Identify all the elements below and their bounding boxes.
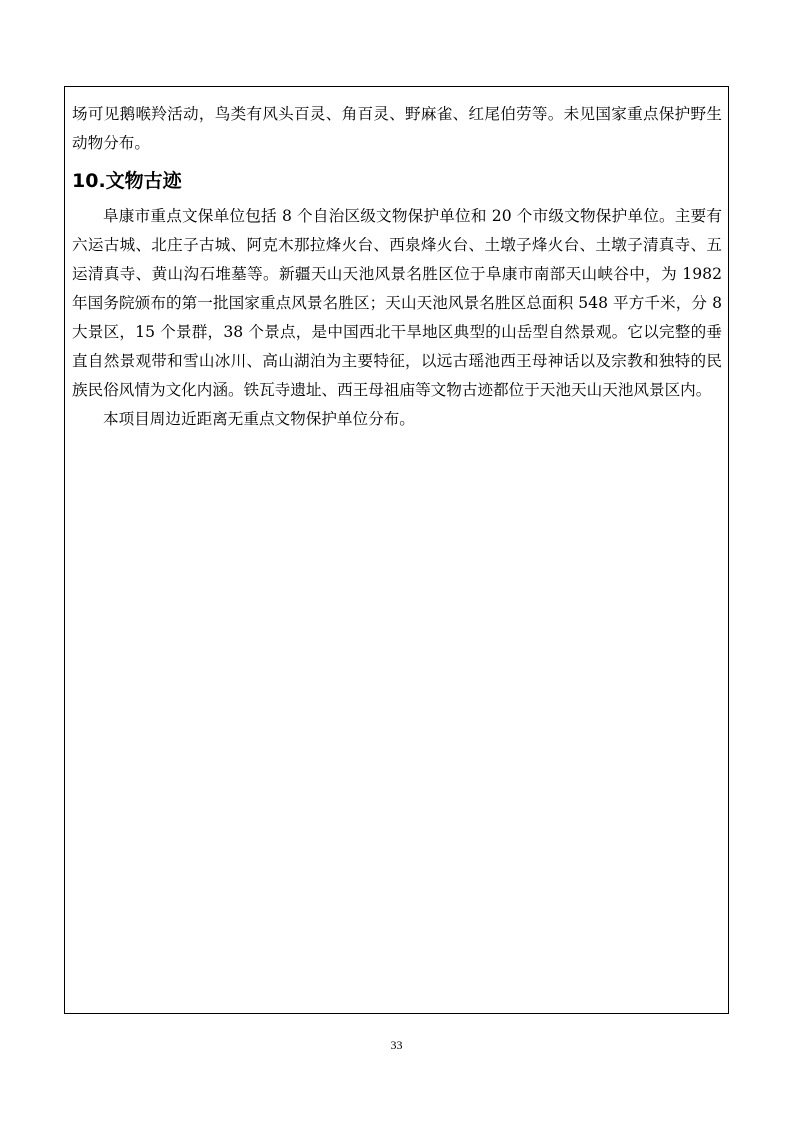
paragraph-heritage-sites: 阜康市重点文保单位包括 8 个自治区级文物保护单位和 20 个市级文物保护单位。主要有六运古城、北庄子古城、阿克木那拉烽火台、西泉烽火台、土墩子烽火台、土墩子清真寺、五运清真寺、黄山沟石堆墓等。新疆天山天池风景名胜区位于阜康市南部天山峡谷中，为 1982 年国务院颁布的第一批国家重点风景名胜区；天山天池风景名胜区总面积 548 平方千米，分 8 大景区，15 个景群，38 个景点，是中国西北干旱地区典型的山岳型自然景观。它以完整的垂直自然景观带和雪山冰川、高山湖泊为主要特征，以远古瑶池西王母神话以及宗教和独特的民族民俗风情为文化内涵。铁瓦寺遗址、西王母祖庙等文物古迹都位于天池天山天池风景区内。 bbox=[72, 207, 722, 399]
continued-paragraph: 场可见鹅喉羚活动，鸟类有风头百灵、角百灵、野麻雀、红尾伯劳等。未见国家重点保护野生动物分布。 bbox=[72, 105, 722, 152]
section-heading: 10.文物古迹 bbox=[72, 170, 182, 192]
paragraph-project-conclusion: 本项目周边近距离无重点文物保护单位分布。 bbox=[103, 410, 415, 428]
page-number: 33 bbox=[390, 1038, 403, 1052]
document-body bbox=[72, 100, 722, 434]
